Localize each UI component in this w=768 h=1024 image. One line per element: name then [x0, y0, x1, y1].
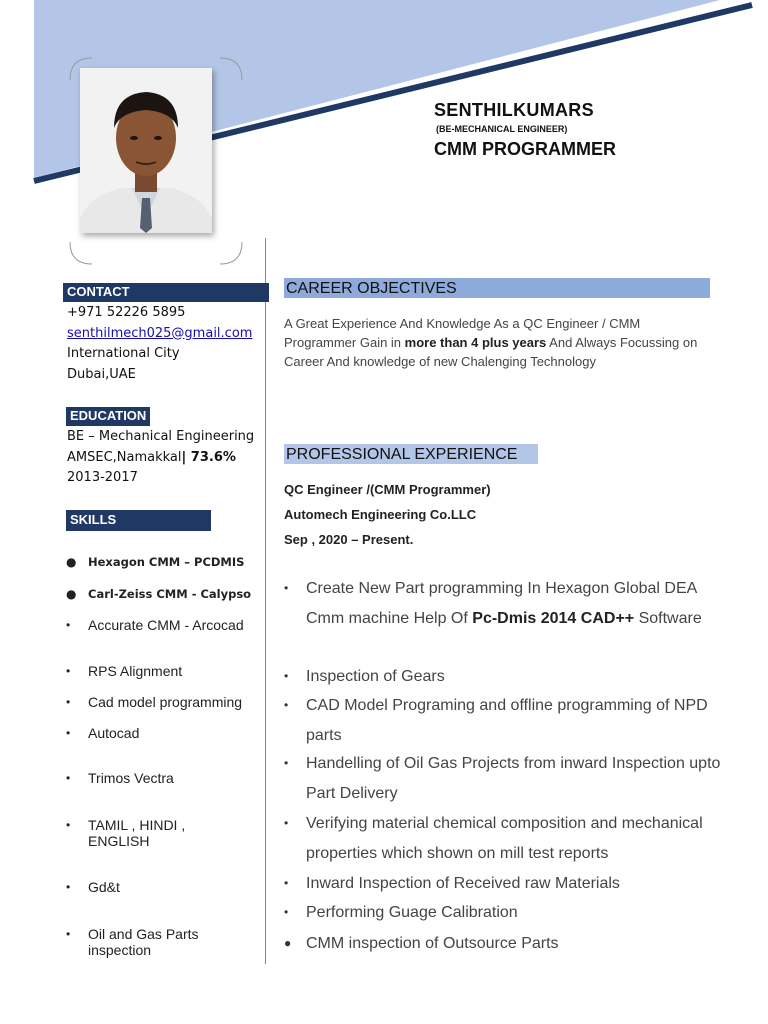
contact-address-line2: Dubai,UAE: [67, 366, 136, 382]
bullet-icon: •: [284, 581, 289, 595]
education-degree: BE – Mechanical Engineering: [67, 429, 255, 444]
bullet-icon: ●: [284, 936, 292, 950]
bullet-icon: •: [284, 698, 289, 712]
bullet-icon: •: [66, 927, 71, 941]
bullet-icon: •: [66, 771, 71, 785]
skill-item: • Autocad: [66, 725, 140, 741]
bullet-icon: •: [66, 664, 71, 678]
career-objectives-heading: CAREER OBJECTIVES: [284, 278, 710, 298]
candidate-name: SENTHILKUMARS: [434, 100, 594, 120]
education-years: 2013-2017: [67, 470, 138, 485]
candidate-role: CMM PROGRAMMER: [434, 139, 616, 159]
bullet-icon: •: [66, 818, 71, 832]
skill-item: • TAMIL , HINDI , ENGLISH: [66, 817, 186, 849]
bullet-icon: •: [284, 816, 289, 830]
bullet-icon: •: [284, 756, 289, 770]
career-objective-text: A Great Experience And Knowledge As a QC Engineer / CMM Programmer Gain in more than 4 plus years And Always Focussing on Career And knowledge of new Chalenging Technology: [284, 316, 698, 369]
education-score: | 73.6%: [181, 449, 236, 465]
bullet-icon: •: [66, 618, 71, 632]
education-heading: EDUCATION: [66, 407, 150, 426]
education-college: AMSEC,Namakkal: [67, 449, 182, 465]
candidate-degree: (BE-MECHANICAL ENGINEER): [436, 124, 568, 134]
experience-bullet: • Create New Part programming In Hexagon Global DEA Cmm machine Help Of Pc-Dmis 2014 CAD++ Software: [284, 574, 724, 633]
profile-photo: [80, 68, 212, 233]
contact-email-link[interactable]: senthilmech025@gmail.com: [67, 325, 253, 341]
person-portrait-icon: [80, 68, 212, 233]
bullet-icon: •: [284, 669, 289, 683]
job-period: Sep , 2020 – Present.: [284, 532, 414, 547]
contact-address-line1: International City: [67, 346, 180, 361]
bullet-icon: •: [284, 876, 289, 890]
bullet-icon: ●: [66, 555, 77, 569]
experience-bullet: • Handelling of Oil Gas Projects from inward Inspection upto Part Delivery: [284, 749, 724, 808]
contact-phone: +971 52226 5895: [67, 305, 186, 320]
bullet-icon: ●: [66, 587, 77, 601]
skill-item: • Oil and Gas Parts inspection: [66, 926, 199, 958]
experience-bullet: • Inward Inspection of Received raw Materials: [284, 869, 724, 899]
experience-bullet: • Inspection of Gears: [284, 662, 724, 692]
bullet-icon: •: [66, 726, 71, 740]
name-block: [434, 100, 616, 160]
job-title: QC Engineer /(CMM Programmer): [284, 482, 491, 497]
contact-details: [67, 303, 252, 385]
experience-bullet: ● CMM inspection of Outsource Parts: [284, 929, 724, 959]
job-company: Automech Engineering Co.LLC: [284, 507, 477, 522]
contact-heading: CONTACT: [63, 283, 269, 302]
skills-heading: SKILLS: [66, 510, 211, 531]
skill-item: ● Carl-Zeiss CMM - Calypso: [66, 587, 252, 601]
skill-item: • Gd&t: [66, 879, 120, 895]
skill-item: • Cad model programming: [66, 694, 243, 710]
experience-bullet: • Performing Guage Calibration: [284, 898, 724, 928]
education-details: [67, 427, 254, 489]
skill-item: ● Hexagon CMM – PCDMIS: [66, 555, 245, 569]
professional-experience-heading: PROFESSIONAL EXPERIENCE: [284, 444, 538, 464]
skill-item: • RPS Alignment: [66, 663, 183, 679]
bullet-icon: •: [284, 905, 289, 919]
bullet-icon: •: [66, 880, 71, 894]
experience-bullet: • Verifying material chemical composition and mechanical properties which shown on mill test reports: [284, 809, 724, 868]
experience-bullet: • CAD Model Programing and offline programming of NPD parts: [284, 691, 724, 750]
bullet-icon: •: [66, 695, 71, 709]
skill-item: • Trimos Vectra: [66, 770, 174, 786]
skill-item: • Accurate CMM - Arcocad: [66, 617, 244, 633]
